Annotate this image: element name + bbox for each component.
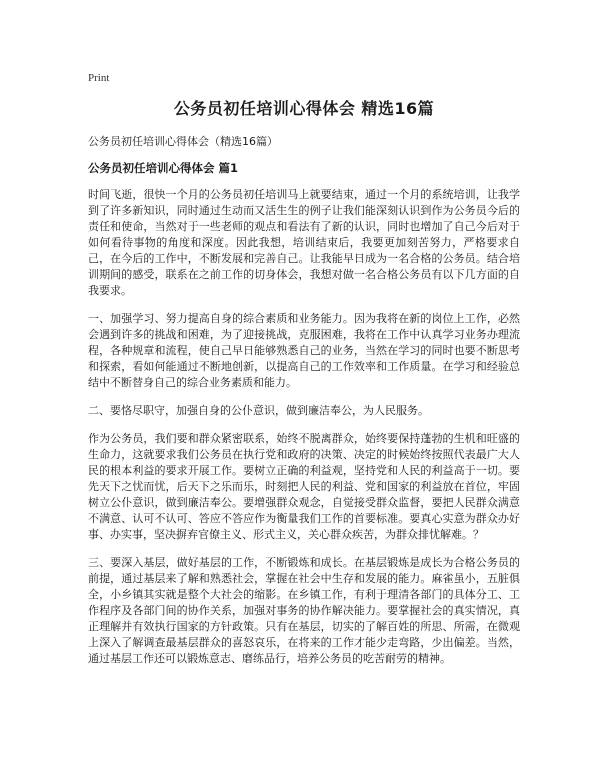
document-title: 公务员初任培训心得体会 精选16篇 [173,99,435,118]
point-two-heading-paragraph: 二、要恪尽职守，加强自身的公仆意识，做到廉洁奉公，为人民服务。 [88,404,429,417]
article-body [88,187,520,679]
intro-paragraph: 时间飞逝，很快一个月的公务员初任培训马上就要结束，通过一个月的系统培训，让我学到了许多新知识，同时通过生动而又活生生的例子让我们能深刻认识到作为公务员今后的责任和使命，当然对于一些老师的观点和看法有了新的认识，同时也增加了自己今后对于如何看待事物的角度和深度。因此我想，培训结束后，我要更加刻苦努力，严格要求自己，在今后的工作中，不断发展和完善自己。让我能早日成为一名合格的公务员。结合培训期间的感受，联系在之前工作的切身体会，我想对做一名合格公务员有以下几方面的自我要求。 [88,188,520,297]
print-link[interactable]: Print [88,72,110,84]
point-one-paragraph: 一、加强学习、努力提高自身的综合素质和业务能力。因为我将在新的岗位上工作，必然会遇到许多的挑战和困难，为了迎接挑战，克服困难，我将在工作中认真学习业务办理流程，各种规章和流程，使自己早日能够熟悉自己的业务，当然在学习的同时也要不断思考和探索，看如何能通过不断地创新，以提高自己的工作效率和工作质量。在学习和经验总结中不断替身自己的综合业务素质和能力。 [88,312,520,389]
point-three-paragraph: 三、要深入基层，做好基层的工作，不断锻炼和成长。在基层锻炼是成长为合格公务员的前提，通过基层来了解和熟悉社会，掌握在社会中生存和发展的能力。麻雀虽小，五脏俱全，小乡镇其实就是整个大社会的缩影。在乡镇工作，有利于理清各部门的具体分工、工作程序及各部门间的协作关系，加强对事务的协作解决能力。要掌握社会的真实情况，真正理解并有效执行国家的方针政策。只有在基层，切实的了解百姓的所思、所需，在微观上深入了解调查最基层群众的喜怒哀乐，在将来的工作才能少走弯路，少出偏差。当然，通过基层工作还可以锻炼意志、磨练品行，培养公务员的吃苦耐劳的精神。 [88,556,520,665]
section-heading: 公务员初任培训心得体会 篇1 [88,161,239,175]
document-subtitle: 公务员初任培训心得体会（精选16篇） [88,135,278,148]
point-two-body-paragraph: 作为公务员，我们要和群众紧密联系，始终不脱离群众，始终要保持蓬勃的生机和旺盛的生命力，这就要求我们公务员在执行党和政府的决策、决定的时候始终按照代表最广大人民的根本利益的要求开展工作。要树立正确的利益观，坚持党和人民的利益高于一切。要先天下之忧而忧，后天下之乐而乐，时刻把人民的利益、党和国家的利益放在首位，牢固树立公仆意识，做到廉洁奉公。要增强群众观念，自觉接受群众监督，要把人民群众满意不满意、认可不认可、答应不答应作为衡量我们工作的首要标准。要真心实意为群众办好事、办实事，坚决摒弃官僚主义、形式主义，关心群众疾苦，为群众排忧解难。？ [88,432,520,541]
